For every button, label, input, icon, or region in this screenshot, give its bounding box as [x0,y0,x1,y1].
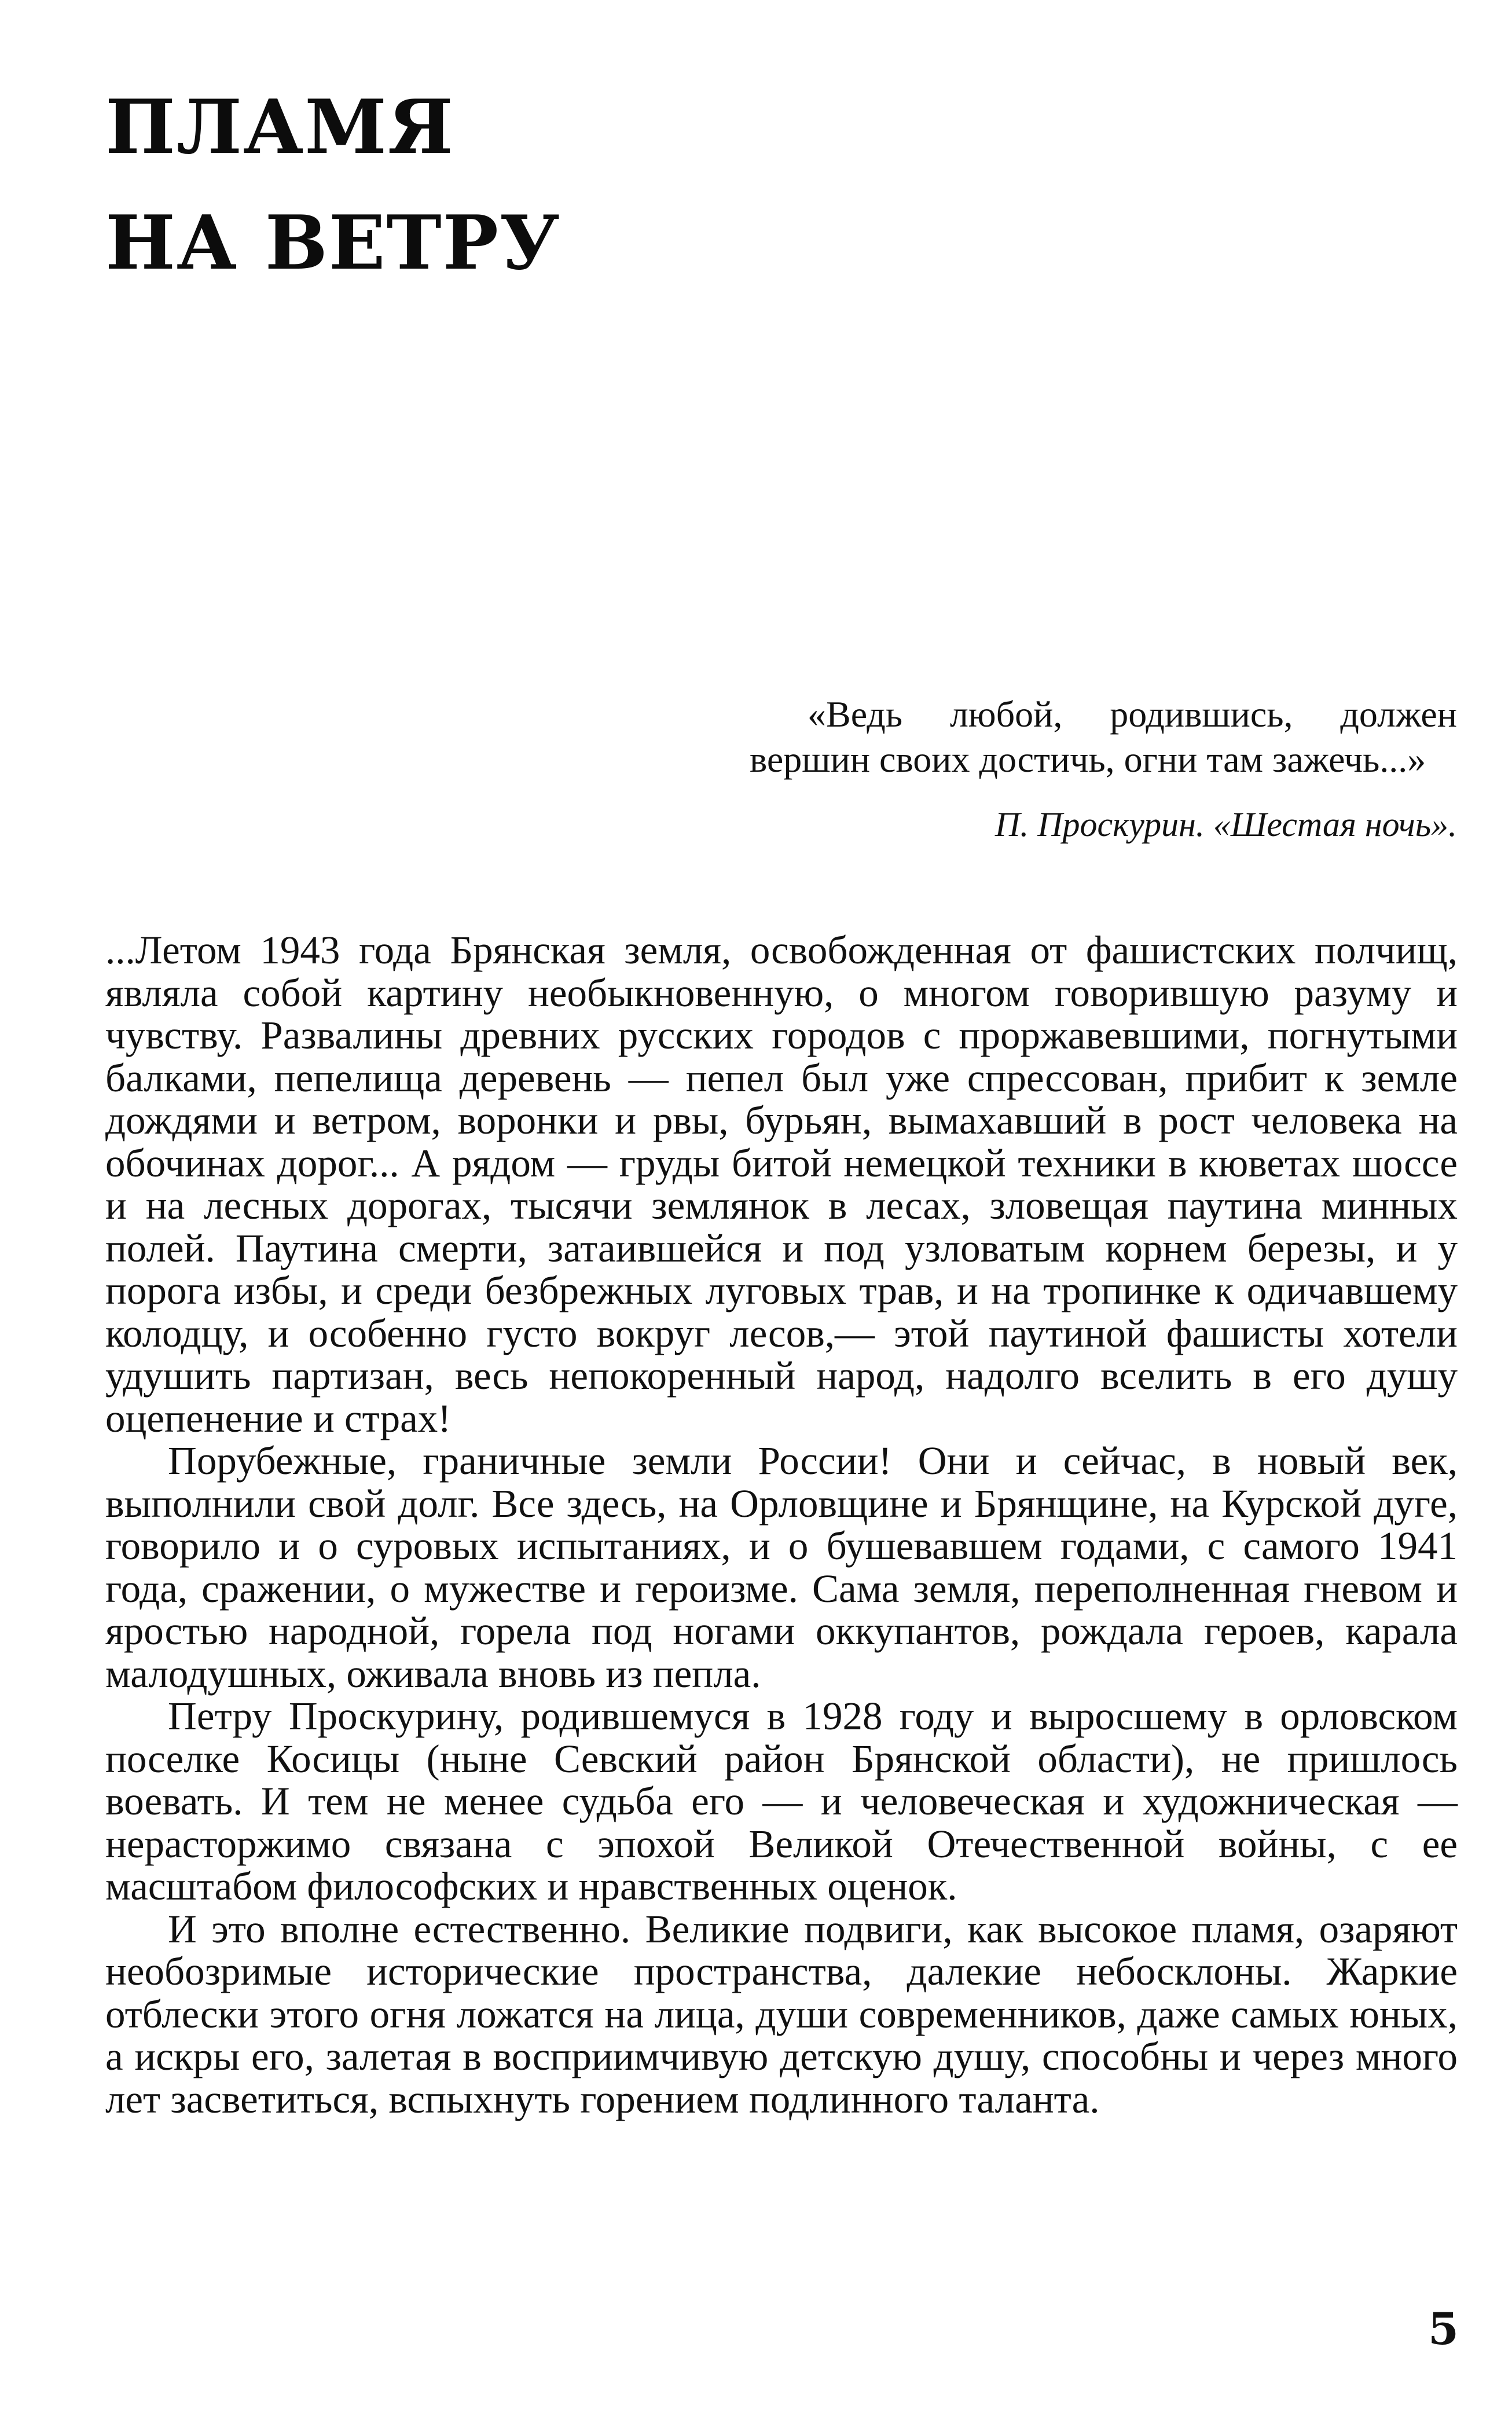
chapter-title [105,69,561,301]
page-number: 5 [1428,2303,1459,2355]
epigraph [750,692,1457,847]
paragraph-3: Петру Проскурину, родившемуся в 1928 году и выросшему в орловском поселке Косицы (ныне Севский район Брянской области), не пришлось воевать. И тем не менее судьба его — и человеческая и художническая — нерасторжимо связана с эпохой Великой Отечественной войны, с ее масштабом философских и нравственных оценок. [105,1694,1458,1908]
body-text [105,929,1458,2121]
chapter-title-line-1: ПЛАМЯ [105,84,454,171]
chapter-title-line-2: НА ВЕТРУ [105,200,561,287]
paragraph-1: ...Летом 1943 года Брянская земля, освобожденная от фашистских полчищ, являла собой картину необыкновенную, о многом говорившую разуму и чувству. Развалины древних русских городов с проржавевшими, погнутыми балками, пепелища деревень — пепел был уже спрессован, прибит к земле дождями и ветром, воронки и рвы, бурьян, вымахавший в рост человека на обочинах дорог... А рядом — груды битой немецкой техники в кюветах шоссе и на лесных дорогах, тысячи землянок в лесах, зловещая паутина минных полей. Паутина смерти, затаившейся и под узловатым корнем березы, и у порога избы, и среди безбрежных луговых трав, и на тропинке к одичавшему колодцу, и особенно густо вокруг лесов,— этой паутиной фашисты хотели удушить партизан, весь непокоренный народ, надолго вселить в его душу оцепенение и страх! [105,928,1458,1440]
paragraph-2: Порубежные, граничные земли России! Они и сейчас, в новый век, выполнили свой долг. Все здесь, на Орловщине и Брянщине, на Курской дуге, говорило и о суровых испытаниях, и о бушевавшем годами, с самого 1941 года, сражении, о мужестве и героизме. Сама земля, переполненная гневом и яростью народной, горела под ногами оккупантов, рождала героев, карала малодушных, оживала вновь из пепла. [105,1439,1458,1696]
paragraph-4: И это вполне естественно. Великие подвиги, как высокое пламя, озаряют необозримые исторические пространства, далекие небосклоны. Жаркие отблески этого огня ложатся на лица, души современников, даже самых юных, а искры его, залетая в восприимчивую детскую душу, способны и через много лет засветиться, вспыхнуть горением подлинного таланта. [105,1906,1458,2121]
epigraph-attribution: П. Проскурин. «Шестая ночь». [994,805,1457,844]
epigraph-quote: «Ведь любой, родившись, должен вершин своих достичь, огни там зажечь...» [750,694,1457,780]
